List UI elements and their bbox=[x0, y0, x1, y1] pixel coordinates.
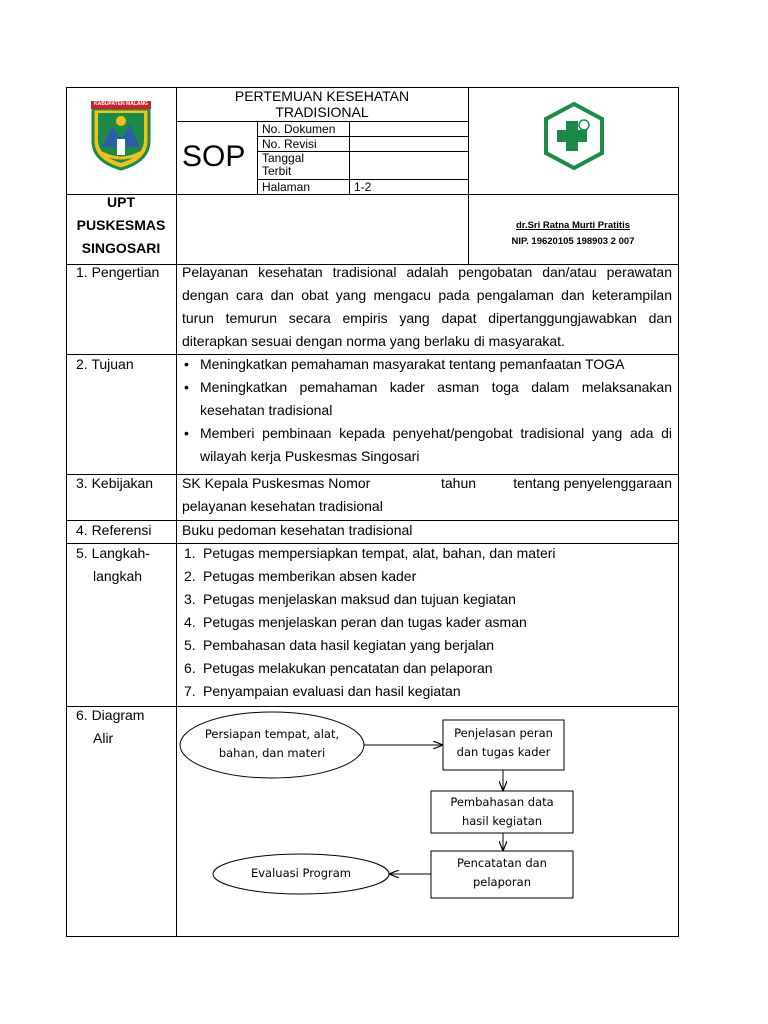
tujuan-list bbox=[182, 353, 672, 468]
tujuan-item: • Meningkatkan pemahaman masyarakat tentang pemanfaatan TOGA bbox=[182, 353, 672, 376]
signer-nip: NIP. 19620105 198903 2 007 bbox=[511, 236, 635, 247]
node-pembahasan-text bbox=[431, 793, 573, 831]
step-number: 4. bbox=[184, 614, 196, 630]
langkah-item bbox=[184, 611, 672, 634]
org-name bbox=[66, 191, 176, 260]
field-halaman-value: 1-2 bbox=[354, 180, 372, 194]
kebijakan-part-3: tentang penyelenggaraan bbox=[513, 475, 672, 491]
step-number: 1. bbox=[184, 545, 196, 561]
step-text: Petugas menjelaskan peran dan tugas kader asman bbox=[203, 614, 527, 630]
tujuan-item: • Memberi pembinaan kepada penyehat/pengobat tradisional yang ada di wilayah kerja Puskesmas Singosari bbox=[182, 422, 672, 468]
node-penjelasan-line-1: Penjelasan peran bbox=[454, 726, 553, 740]
field-halaman-label: Halaman bbox=[262, 180, 311, 194]
node-pencatatan-text bbox=[431, 854, 573, 892]
title-line-2: TRADISIONAL bbox=[275, 104, 369, 120]
step-text: Petugas melakukan pencatatan dan pelaporan bbox=[203, 660, 493, 676]
langkah-list bbox=[184, 542, 672, 703]
step-text: Pembahasan data hasil kegiatan yang berjalan bbox=[203, 637, 495, 653]
pengertian-text: Pelayanan kesehatan tradisional adalah pengobatan dan/atau perawatan dengan cara dan obat yang mengacu pada pengalaman dan keterampilan turun temurun secara empiris yang dapat dipertanggungjawabkan dan diterapkan sesuai dengan norma yang berlaku di masyarakat. bbox=[182, 264, 672, 349]
langkah-item bbox=[184, 542, 672, 565]
step-text: Petugas memberikan absen kader bbox=[203, 568, 417, 584]
tujuan-item: • Meningkatkan pemahaman kader asman toga dalam melaksanakan kesehatan tradisional bbox=[182, 376, 672, 422]
org-line-1: UPT bbox=[107, 194, 135, 210]
langkah-item bbox=[184, 588, 672, 611]
node-pencatatan-line-2: pelaporan bbox=[472, 875, 532, 889]
langkah-label-line-1: 5. Langkah- bbox=[76, 545, 150, 561]
node-pembahasan-line-1: Pembahasan data bbox=[450, 795, 554, 809]
field-tanggal-terbit-label: Tanggal Terbit bbox=[262, 151, 305, 178]
step-number: 2. bbox=[184, 568, 196, 584]
node-evaluasi-text: Evaluasi Program bbox=[250, 866, 351, 880]
org-line-3: SINGOSARI bbox=[81, 240, 161, 256]
node-persiapan-line-1: Persiapan tempat, alat, bbox=[204, 727, 340, 741]
node-persiapan-text bbox=[182, 725, 362, 763]
step-text: Penyampaian evaluasi dan hasil kegiatan bbox=[203, 683, 461, 699]
step-number: 6. bbox=[184, 660, 196, 676]
node-pembahasan-line-2: hasil kegiatan bbox=[461, 814, 543, 828]
kabupaten-malang-crest bbox=[88, 97, 154, 171]
kebijakan-part-2: tahun bbox=[441, 475, 477, 491]
title-line-1: PERTEMUAN KESEHATAN bbox=[234, 88, 410, 104]
referensi-text: Buku pedoman kesehatan tradisional bbox=[182, 522, 413, 538]
signer-name: dr.Sri Ratna Murti Pratitis bbox=[515, 220, 631, 231]
step-text: Petugas mempersiapkan tempat, alat, bahan, dan materi bbox=[203, 545, 556, 561]
kebijakan-part-1: SK Kepala Puskesmas Nomor bbox=[182, 475, 371, 491]
section-label-tujuan: 2. Tujuan bbox=[76, 356, 134, 372]
crest-banner-text: KABUPATEN MALANG bbox=[94, 101, 148, 107]
field-no-revisi-label: No. Revisi bbox=[262, 137, 317, 151]
kebijakan-line-2: pelayanan kesehatan tradisional bbox=[182, 498, 383, 514]
langkah-item bbox=[184, 634, 672, 657]
document-title bbox=[176, 88, 468, 120]
node-pencatatan-line-1: Pencatatan dan bbox=[457, 856, 547, 870]
step-number: 5. bbox=[184, 637, 196, 653]
diagram-label-line-1: 6. Diagram bbox=[76, 707, 145, 723]
langkah-item bbox=[184, 565, 672, 588]
node-penjelasan-text bbox=[443, 724, 564, 762]
org-line-2: PUSKESMAS bbox=[76, 217, 166, 233]
langkah-item bbox=[184, 680, 672, 703]
sop-label: SOP bbox=[182, 140, 246, 173]
step-number: 7. bbox=[184, 683, 196, 699]
step-number: 3. bbox=[184, 591, 196, 607]
section-label-diagram bbox=[76, 704, 144, 750]
langkah-label-line-2: langkah bbox=[93, 568, 143, 584]
section-label-pengertian: 1. Pengertian bbox=[76, 264, 160, 280]
node-penjelasan-line-2: dan tugas kader bbox=[456, 745, 551, 759]
step-text: Petugas menjelaskan maksud dan tujuan kegiatan bbox=[203, 591, 516, 607]
section-label-referensi: 4. Referensi bbox=[76, 522, 152, 538]
field-no-dokumen-label: No. Dokumen bbox=[262, 122, 336, 136]
node-persiapan-line-2: bahan, dan materi bbox=[218, 746, 326, 760]
section-label-langkah bbox=[76, 542, 150, 588]
puskesmas-logo bbox=[542, 101, 606, 171]
diagram-label-line-2: Alir bbox=[93, 730, 114, 746]
langkah-item bbox=[184, 657, 672, 680]
section-label-kebijakan: 3. Kebijakan bbox=[76, 475, 154, 491]
